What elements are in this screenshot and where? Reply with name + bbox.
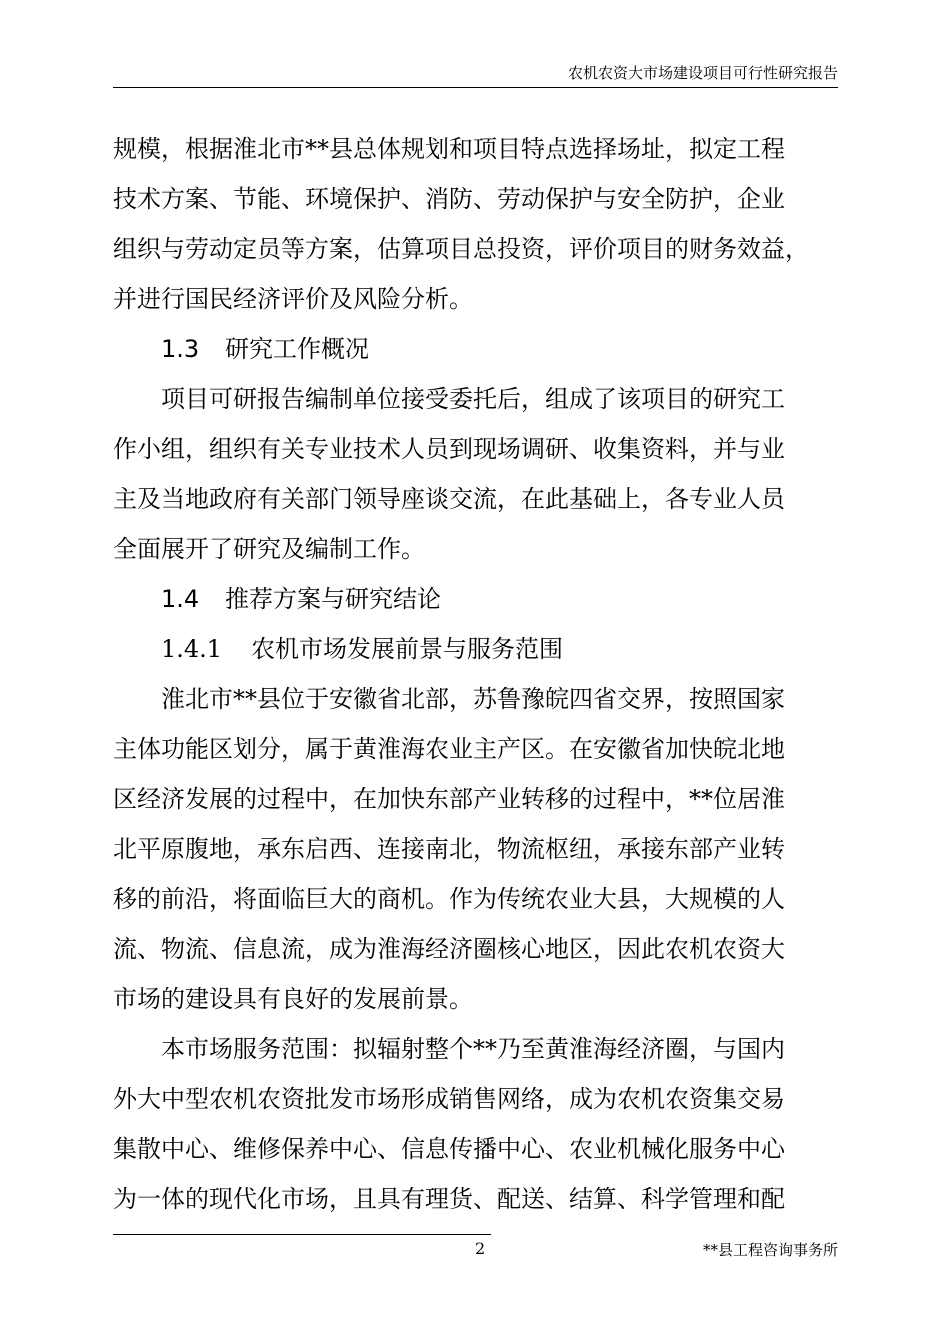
page-number: 2 (475, 1239, 486, 1258)
paragraph-line: 外大中型农机农资批发市场形成销售网络，成为农机农资集交易 (113, 1085, 785, 1113)
paragraph-line: 主及当地政府有关部门领导座谈交流，在此基础上，各专业人员 (113, 485, 785, 513)
paragraph-line: 北平原腹地，承东启西、连接南北，物流枢纽，承接东部产业转 (113, 835, 785, 863)
section-title: 研究工作概况 (225, 335, 369, 363)
document-body (113, 124, 843, 1224)
subsection-title: 农机市场发展前景与服务范围 (251, 635, 563, 663)
paragraph-line: 集散中心、维修保养中心、信息传播中心、农业机械化服务中心 (113, 1135, 785, 1163)
paragraph-line: 并进行国民经济评价及风险分析。 (113, 285, 473, 313)
section-heading-1-3 (113, 324, 843, 374)
footer-rule (113, 1234, 491, 1235)
paragraph-line: 区经济发展的过程中，在加快东部产业转移的过程中，**位居淮 (113, 785, 785, 813)
paragraph-line: 作小组，组织有关专业技术人员到现场调研、收集资料，并与业 (113, 435, 785, 463)
running-header: 农机农资大市场建设项目可行性研究报告 (567, 64, 838, 82)
section-title: 推荐方案与研究结论 (225, 585, 441, 613)
section-heading-1-4 (113, 574, 843, 624)
footer-organization: **县工程咨询事务所 (702, 1241, 838, 1259)
paragraph-line: 市场的建设具有良好的发展前景。 (113, 985, 473, 1013)
paragraph-line: 为一体的现代化市场，且具有理货、配送、结算、科学管理和配 (113, 1185, 785, 1213)
paragraph-line: 流、物流、信息流，成为淮海经济圈核心地区，因此农机农资大 (113, 935, 785, 963)
section-number: 1.4 (161, 585, 200, 613)
paragraph-line: 主体功能区划分，属于黄淮海农业主产区。在安徽省加快皖北地 (113, 735, 785, 763)
paragraph-line: 全面展开了研究及编制工作。 (113, 535, 425, 563)
paragraph-line: 淮北市**县位于安徽省北部，苏鲁豫皖四省交界，按照国家 (161, 685, 785, 713)
section-number: 1.3 (161, 335, 200, 363)
paragraph-line: 规模，根据淮北市**县总体规划和项目特点选择场址，拟定工程 (113, 135, 785, 163)
paragraph-line: 移的前沿，将面临巨大的商机。作为传统农业大县，大规模的人 (113, 885, 785, 913)
paragraph-line: 组织与劳动定员等方案，估算项目总投资，评价项目的财务效益， (113, 235, 809, 263)
subsection-number: 1.4.1 (161, 635, 223, 663)
header-rule (113, 87, 838, 88)
paragraph-line: 本市场服务范围：拟辐射整个**乃至黄淮海经济圈，与国内 (161, 1035, 785, 1063)
subsection-heading-1-4-1 (113, 624, 843, 674)
paragraph-line: 技术方案、节能、环境保护、消防、劳动保护与安全防护，企业 (113, 185, 785, 213)
paragraph-line: 项目可研报告编制单位接受委托后，组成了该项目的研究工 (161, 385, 785, 413)
